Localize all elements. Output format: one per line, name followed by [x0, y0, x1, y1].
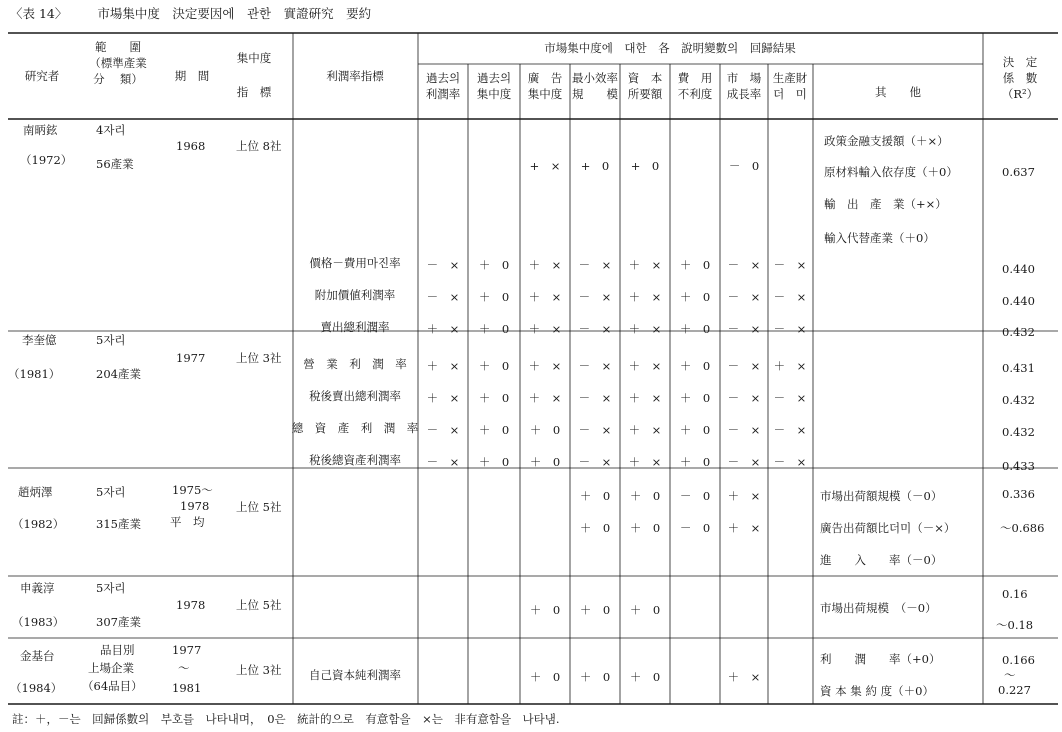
study-4-scope-1: 5자리: [96, 485, 126, 499]
coefficient-cell: ＋ 0: [579, 521, 611, 535]
coefficient-cell: － ×: [727, 258, 761, 272]
study-4-scope-2: 315產業: [96, 517, 141, 531]
r2-value: 0.16: [1002, 587, 1028, 601]
header-r2-2: 係 數: [1002, 71, 1038, 85]
study-1-name: 南昞鉉: [23, 123, 58, 137]
study-3-name: 李奎億: [22, 333, 57, 347]
coefficient-cell: － ×: [578, 258, 612, 272]
study-6-period-2: ～: [178, 661, 190, 675]
study-4-period-2: 1978: [180, 499, 210, 513]
study-1-period: 1968: [176, 139, 206, 153]
coefficient-cell: － ×: [578, 455, 612, 469]
header-concentration-2: 指 標: [236, 85, 272, 99]
coefficient-cell: － ×: [426, 455, 460, 469]
coefficient-cell: ＋ 0: [679, 423, 711, 437]
coefficient-cell: － ×: [727, 322, 761, 336]
study-6-r2-extra-1: ～: [1004, 668, 1016, 682]
coefficient-cell: ＋ ×: [426, 322, 460, 336]
coefficient-cell: ＋ 0: [579, 603, 611, 617]
r2-value: ～0.686: [1000, 521, 1045, 535]
coefficient-cell: ＋ ×: [628, 290, 662, 304]
coefficient-cell: ＋ ×: [426, 359, 460, 373]
study-1-other-1: 政策金融支援額（＋×）: [824, 134, 949, 148]
study-1-scope-2: 56產業: [96, 157, 134, 171]
study-6-year: （1984）: [10, 681, 63, 695]
coefficient-cell: ＋ 0: [679, 290, 711, 304]
study-5-other-1: 市場出荷規模 （－0）: [820, 601, 937, 615]
profit-indicator: 附加價値利潤率: [314, 288, 396, 302]
coefficient-cell: + 0: [580, 159, 610, 173]
r2-value: 0.336: [1002, 487, 1035, 501]
header-var-8-line-1: 生產財: [772, 71, 808, 85]
coefficient-cell: ＋ ×: [628, 391, 662, 405]
profit-indicator: 總 資 產 利 潤 率: [291, 421, 419, 435]
coefficient-cell: － ×: [578, 423, 612, 437]
header-var-6-line-1: 費 用: [677, 71, 713, 85]
coefficient-cell: － ×: [727, 290, 761, 304]
r2-value: 0.431: [1002, 361, 1035, 375]
coefficient-cell: ＋ 0: [478, 258, 510, 272]
study-1-other-3: 輸 出 產 業（+×）: [824, 197, 947, 211]
study-5-r2-extra: ～0.18: [996, 618, 1034, 632]
coefficient-cell: ＋ 0: [529, 423, 561, 437]
r2-value: 0.440: [1002, 294, 1035, 308]
header-var-4-line-1: 最小效率: [572, 71, 618, 85]
coefficient-cell: ＋ 0: [579, 489, 611, 503]
coefficient-cell: － ×: [773, 322, 807, 336]
coefficient-cell: － ×: [727, 359, 761, 373]
header-r2-1: 決 定: [1002, 55, 1038, 69]
header-profit: 利潤率指標: [326, 69, 384, 83]
study-1-other-2: 原材料輸入依存度（＋0）: [824, 165, 958, 179]
coefficient-cell: ＋ 0: [529, 455, 561, 469]
header-var-5-line-2: 所要額: [627, 87, 663, 101]
study-5-name: 申義淳: [20, 581, 55, 595]
coefficient-cell: ＋ 0: [679, 258, 711, 272]
study-6-scope-1: 品目別: [100, 643, 135, 657]
coefficient-cell: ＋ ×: [528, 322, 562, 336]
study-6-name: 金基台: [20, 649, 55, 663]
coefficient-cell: － ×: [426, 258, 460, 272]
coefficient-cell: ＋ 0: [679, 322, 711, 336]
study-6-period-3: 1981: [172, 681, 202, 695]
coefficient-cell: ＋ 0: [478, 290, 510, 304]
study-6-scope-2: 上場企業: [88, 661, 134, 675]
coefficient-cell: ＋ 0: [478, 455, 510, 469]
header-var-2-line-1: 過去의: [476, 71, 512, 85]
study-3-scope-2: 204產業: [96, 367, 141, 381]
coefficient-cell: ＋ 0: [478, 359, 510, 373]
coefficient-cell: ＋ 0: [478, 322, 510, 336]
coefficient-cell: ＋ ×: [628, 359, 662, 373]
table-note: 註：＋，－는 回歸係數의 부호를 나타내며， 0은 統計的으로 有意함을 ×는 非有意함을 나타냄.: [12, 712, 560, 726]
study-1-scope-1: 4자리: [96, 123, 126, 137]
coefficient-cell: ＋ ×: [727, 670, 761, 684]
header-concentration-1: 集中度: [236, 51, 272, 65]
study-3-scope-1: 5자리: [96, 333, 126, 347]
r2-value: 0.637: [1002, 165, 1035, 179]
r2-value: 0.433: [1002, 459, 1035, 473]
study-4-other-3: 進 入 率（－0）: [820, 553, 943, 567]
coefficient-cell: － ×: [578, 391, 612, 405]
coefficient-cell: + ×: [529, 159, 561, 173]
coefficient-cell: － ×: [426, 423, 460, 437]
study-4-other-2: 廣告出荷額比더미（－×）: [820, 521, 956, 535]
coefficient-cell: － ×: [426, 290, 460, 304]
header-var-1-line-1: 過去의: [425, 71, 461, 85]
study-4-other-1: 市場出荷額規模（－0）: [820, 489, 943, 503]
study-6-scope-3: （64品目）: [82, 679, 143, 693]
header-var-1-line-2: 利潤率: [425, 87, 461, 101]
coefficient-cell: － ×: [727, 455, 761, 469]
header-var-6-line-2: 不利度: [677, 87, 713, 101]
study-4-name: 趙炳澤: [18, 485, 53, 499]
header-researcher: 硏究者: [24, 69, 60, 83]
r2-value: 0.432: [1002, 425, 1035, 439]
coefficient-cell: ＋ ×: [426, 391, 460, 405]
study-5-scope-1: 5자리: [96, 581, 126, 595]
header-var-5-line-1: 資 本: [627, 71, 663, 85]
coefficient-cell: ＋ ×: [727, 521, 761, 535]
profit-indicator: 營 業 利 潤 率: [303, 357, 407, 371]
study-6-period-1: 1977: [172, 643, 202, 657]
coefficient-cell: ＋ 0: [629, 670, 661, 684]
study-5-period: 1978: [176, 598, 206, 612]
header-var-2-line-2: 集中度: [476, 87, 512, 101]
study-5-concentration: 上位 5社: [236, 598, 282, 612]
coefficient-cell: ＋ 0: [579, 670, 611, 684]
coefficient-cell: ＋ ×: [528, 290, 562, 304]
study-1-year: （1972）: [20, 153, 73, 167]
coefficient-cell: ＋ ×: [528, 359, 562, 373]
coefficient-cell: ＋ 0: [679, 359, 711, 373]
study-4-year: （1982）: [12, 517, 65, 531]
study-4-period-1: 1975～: [172, 483, 213, 497]
coefficient-cell: － 0: [679, 521, 711, 535]
header-other: 其 他: [875, 85, 921, 99]
coefficient-cell: ＋ ×: [773, 359, 807, 373]
profit-indicator: 自己資本純利潤率: [309, 668, 401, 682]
coefficient-cell: ＋ ×: [628, 322, 662, 336]
coefficient-cell: － ×: [773, 391, 807, 405]
profit-indicator: 稅後總資產利潤率: [309, 453, 401, 467]
coefficient-cell: ＋ ×: [528, 258, 562, 272]
coefficient-cell: － ×: [773, 455, 807, 469]
profit-indicator: 賣出總利潤率: [320, 320, 390, 334]
coefficient-cell: ＋ 0: [529, 603, 561, 617]
table-number: 〈表 14〉: [10, 6, 68, 21]
header-r2-3: （R²）: [1001, 87, 1039, 101]
header-var-3-line-1: 廣 告: [527, 71, 563, 85]
coefficient-cell: ＋ ×: [628, 455, 662, 469]
header-scope-3: 分 類）: [93, 72, 143, 86]
coefficient-cell: － ×: [727, 391, 761, 405]
profit-indicator: 價格－費用마진率: [309, 256, 401, 270]
coefficient-cell: ＋ 0: [629, 603, 661, 617]
coefficient-cell: － ×: [578, 322, 612, 336]
study-5-scope-2: 307產業: [96, 615, 141, 629]
coefficient-cell: ＋ 0: [679, 391, 711, 405]
coefficient-cell: ＋ 0: [478, 391, 510, 405]
coefficient-cell: ＋ ×: [528, 391, 562, 405]
coefficient-cell: ＋ 0: [529, 670, 561, 684]
coefficient-cell: ＋ ×: [628, 258, 662, 272]
header-scope-1: 範 圍: [95, 40, 141, 54]
coefficient-cell: ＋ 0: [679, 455, 711, 469]
coefficient-cell: + 0: [630, 159, 660, 173]
study-3-year: （1981）: [8, 367, 61, 381]
header-var-3-line-2: 集中度: [527, 87, 563, 101]
header-var-7-line-1: 市 場: [726, 71, 762, 85]
coefficient-cell: － ×: [578, 359, 612, 373]
coefficient-cell: － ×: [773, 258, 807, 272]
header-scope-2: （標準產業: [89, 56, 147, 70]
coefficient-cell: － ×: [773, 290, 807, 304]
coefficient-cell: ＋ ×: [628, 423, 662, 437]
study-6-other-1: 利 潤 率（+0）: [820, 652, 941, 666]
coefficient-cell: ＋ 0: [629, 521, 661, 535]
r2-value: 0.166: [1002, 653, 1035, 667]
header-var-8-line-2: 더 미: [773, 87, 807, 101]
coefficient-cell: － 0: [679, 489, 711, 503]
coefficient-cell: － 0: [728, 159, 760, 173]
table-caption: [10, 4, 371, 22]
study-6-r2-extra-2: 0.227: [998, 683, 1031, 697]
coefficient-cell: － ×: [773, 423, 807, 437]
coefficient-cell: ＋ ×: [727, 489, 761, 503]
profit-indicator: 稅後賣出總利潤率: [309, 389, 401, 403]
study-3-period: 1977: [176, 351, 206, 365]
coefficient-cell: － ×: [578, 290, 612, 304]
study-4-period-3: 平 均: [170, 515, 205, 529]
study-6-concentration: 上位 3社: [236, 663, 282, 677]
study-6-other-2: 資 本 集 約 度（＋0）: [820, 684, 934, 698]
r2-value: 0.440: [1002, 262, 1035, 276]
header-regression-title: 市場集中度에 대한 各 說明變數의 回歸結果: [544, 41, 796, 55]
study-5-year: （1983）: [12, 615, 65, 629]
study-3-concentration: 上位 3社: [236, 351, 282, 365]
study-1-other-4: 輸入代替產業（＋0）: [824, 231, 935, 245]
header-var-4-line-2: 規 模: [572, 87, 618, 101]
study-1-concentration: 上位 8社: [236, 139, 282, 153]
r2-value: 0.432: [1002, 325, 1035, 339]
header-var-7-line-2: 成長率: [726, 87, 762, 101]
r2-value: 0.432: [1002, 393, 1035, 407]
coefficient-cell: ＋ 0: [478, 423, 510, 437]
results-table: [8, 32, 1058, 706]
study-4-concentration: 上位 5社: [236, 500, 282, 514]
coefficient-cell: － ×: [727, 423, 761, 437]
table-title: 市場集中度 決定要因에 관한 實證硏究 要約: [97, 6, 372, 21]
coefficient-cell: ＋ 0: [629, 489, 661, 503]
header-period: 期 間: [174, 69, 210, 83]
